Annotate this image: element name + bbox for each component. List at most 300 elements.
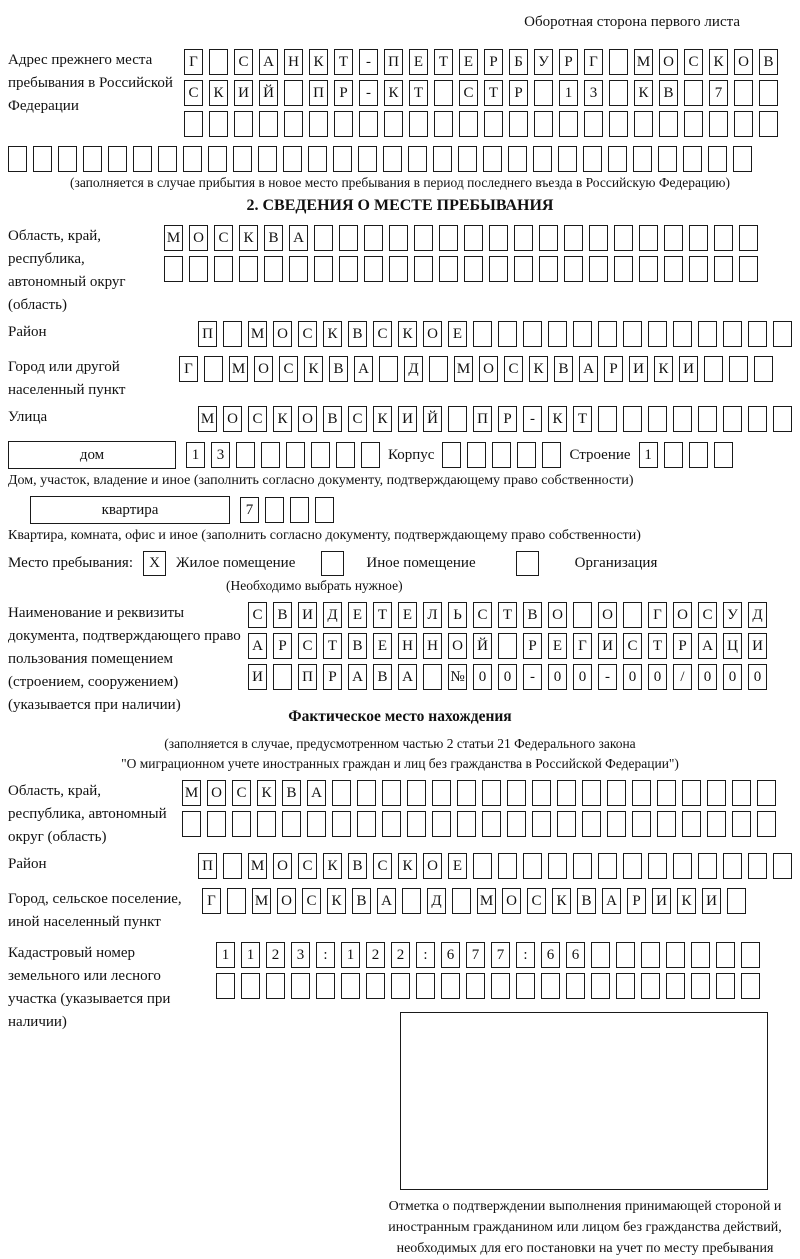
char-cell: М	[229, 356, 248, 382]
char-cell	[308, 146, 327, 172]
char-cell	[666, 973, 685, 999]
char-cell: А	[289, 225, 308, 251]
char-cell: У	[723, 602, 742, 628]
char-cell	[691, 942, 710, 968]
char-cell	[282, 811, 301, 837]
char-row	[164, 256, 758, 282]
char-cell	[58, 146, 77, 172]
char-cell	[414, 225, 433, 251]
char-cell: К	[239, 225, 258, 251]
char-cell	[532, 811, 551, 837]
char-cell: -	[359, 49, 378, 75]
char-cell	[591, 973, 610, 999]
page-side-note: Оборотная сторона первого листа	[524, 14, 740, 30]
char-cell: О	[254, 356, 273, 382]
char-cell: Е	[348, 602, 367, 628]
char-cell	[357, 780, 376, 806]
char-cell	[209, 111, 228, 137]
char-row	[198, 321, 792, 347]
char-cell	[133, 146, 152, 172]
char-cell: С	[298, 321, 317, 347]
char-cell: А	[698, 633, 717, 659]
char-cell: М	[477, 888, 496, 914]
char-cell	[498, 633, 517, 659]
document-label: Наименование и реквизиты документа, подтверждающего право пользования помещением (строением, сооружением) (указывается при наличии)	[8, 605, 241, 713]
char-cell: К	[304, 356, 323, 382]
char-cell: Т	[498, 602, 517, 628]
char-cell	[773, 321, 792, 347]
char-cell	[689, 225, 708, 251]
char-cell: И	[748, 633, 767, 659]
char-cell	[334, 111, 353, 137]
char-cell	[209, 49, 228, 75]
char-cell	[452, 888, 471, 914]
char-cell	[709, 111, 728, 137]
char-cell: С	[234, 49, 253, 75]
char-cell: С	[214, 225, 233, 251]
apartment-row	[8, 496, 792, 524]
char-cell: П	[298, 664, 317, 690]
char-cell: 2	[366, 942, 385, 968]
char-cell	[759, 111, 778, 137]
char-cell	[632, 811, 651, 837]
option-other-premises-label: Иное помещение	[366, 555, 476, 571]
char-cell	[291, 973, 310, 999]
char-cell: Д	[323, 602, 342, 628]
char-cell	[714, 442, 733, 468]
char-cell: Е	[459, 49, 478, 75]
char-cell	[358, 146, 377, 172]
char-cell	[748, 321, 767, 347]
char-cell: М	[248, 321, 267, 347]
char-cell	[232, 811, 251, 837]
char-cell	[757, 780, 776, 806]
char-cell	[484, 111, 503, 137]
char-cell	[508, 146, 527, 172]
char-cell	[408, 146, 427, 172]
char-cell	[439, 256, 458, 282]
char-cell	[732, 780, 751, 806]
char-cell: С	[373, 321, 392, 347]
char-cell	[507, 780, 526, 806]
char-cell: И	[598, 633, 617, 659]
char-cell: К	[327, 888, 346, 914]
char-cell	[208, 146, 227, 172]
char-cell	[623, 853, 642, 879]
char-cell	[416, 973, 435, 999]
char-cell	[623, 321, 642, 347]
char-cell: М	[182, 780, 201, 806]
char-cell: П	[198, 321, 217, 347]
char-cell	[414, 256, 433, 282]
char-cell	[391, 973, 410, 999]
char-cell: В	[329, 356, 348, 382]
char-cell	[532, 780, 551, 806]
char-cell	[314, 225, 333, 251]
field-previous-address	[8, 49, 792, 142]
char-cell	[361, 442, 380, 468]
char-cell: К	[709, 49, 728, 75]
char-cell: -	[523, 664, 542, 690]
char-cell	[573, 321, 592, 347]
char-cell	[659, 111, 678, 137]
char-cell: А	[348, 664, 367, 690]
option-residential-label: Жилое помещение	[176, 555, 296, 571]
char-cell: 0	[648, 664, 667, 690]
char-cell	[466, 973, 485, 999]
char-cell	[441, 973, 460, 999]
char-cell	[558, 146, 577, 172]
char-cell	[264, 256, 283, 282]
char-cell: К	[634, 80, 653, 106]
field-actual-city	[8, 888, 792, 934]
char-cell: Т	[334, 49, 353, 75]
previous-address-note: (заполняется в случае прибытия в новое место пребывания в период последнего въезда в Российскую Федерацию)	[69, 175, 731, 190]
char-cell: Т	[434, 49, 453, 75]
char-cell	[183, 146, 202, 172]
char-cell: -	[359, 80, 378, 106]
char-cell: О	[479, 356, 498, 382]
char-cell: К	[323, 321, 342, 347]
char-cell: И	[234, 80, 253, 106]
char-cell	[158, 146, 177, 172]
char-cell	[223, 321, 242, 347]
char-cell	[467, 442, 486, 468]
char-cell	[573, 853, 592, 879]
char-cell: Р	[273, 633, 292, 659]
char-cell	[698, 853, 717, 879]
char-cell	[259, 111, 278, 137]
char-cell: :	[516, 942, 535, 968]
char-cell	[241, 973, 260, 999]
char-cell	[273, 664, 292, 690]
char-cell: Р	[323, 664, 342, 690]
char-cell: А	[377, 888, 396, 914]
char-cell	[739, 256, 758, 282]
char-cell	[648, 406, 667, 432]
char-cell	[582, 780, 601, 806]
char-cell	[598, 321, 617, 347]
char-cell	[598, 406, 617, 432]
city-label: Город или другой населенный пункт	[8, 359, 126, 398]
char-cell: К	[548, 406, 567, 432]
char-cell	[236, 442, 255, 468]
char-cell	[754, 356, 773, 382]
char-cell	[432, 811, 451, 837]
char-cell: 3	[291, 942, 310, 968]
char-cell: О	[734, 49, 753, 75]
char-cell	[689, 256, 708, 282]
char-cell	[557, 780, 576, 806]
stay-type-row	[8, 551, 792, 576]
char-cell	[339, 225, 358, 251]
char-cell	[533, 146, 552, 172]
char-cell: О	[423, 853, 442, 879]
char-cell	[641, 973, 660, 999]
char-cell	[509, 111, 528, 137]
char-cell	[307, 811, 326, 837]
char-cell: Г	[584, 49, 603, 75]
char-cell	[573, 602, 592, 628]
char-cell	[691, 973, 710, 999]
stay-type-label: Место пребывания:	[8, 555, 133, 571]
char-cell	[716, 973, 735, 999]
char-cell: Ь	[448, 602, 467, 628]
char-cell: Г	[202, 888, 221, 914]
checkbox-other-premises	[321, 551, 344, 576]
char-cell	[607, 811, 626, 837]
char-cell	[332, 780, 351, 806]
char-cell	[616, 973, 635, 999]
char-cell	[423, 664, 442, 690]
char-cell: С	[302, 888, 321, 914]
char-cell	[542, 442, 561, 468]
char-cell: 6	[441, 942, 460, 968]
char-cell: С	[373, 853, 392, 879]
char-cell: С	[527, 888, 546, 914]
char-cell	[239, 256, 258, 282]
char-cell	[332, 811, 351, 837]
char-cell	[707, 780, 726, 806]
char-row	[248, 664, 792, 690]
char-cell: Е	[448, 853, 467, 879]
char-cell: Л	[423, 602, 442, 628]
char-cell	[516, 973, 535, 999]
char-cell	[523, 321, 542, 347]
char-row	[202, 888, 746, 914]
char-cell	[336, 442, 355, 468]
actual-location-note	[8, 734, 792, 774]
char-cell: Й	[423, 406, 442, 432]
char-cell: Й	[473, 633, 492, 659]
char-cell	[589, 225, 608, 251]
char-cell	[464, 256, 483, 282]
char-cell	[557, 811, 576, 837]
char-cell: Р	[559, 49, 578, 75]
char-cell: В	[554, 356, 573, 382]
char-cell	[482, 780, 501, 806]
char-cell	[673, 406, 692, 432]
char-cell	[773, 853, 792, 879]
char-row	[184, 80, 778, 106]
char-cell	[729, 356, 748, 382]
char-cell: Е	[548, 633, 567, 659]
char-cell: У	[534, 49, 553, 75]
char-row	[216, 973, 792, 999]
char-cell	[714, 256, 733, 282]
char-cell: О	[273, 853, 292, 879]
char-cell: С	[459, 80, 478, 106]
char-cell: В	[373, 664, 392, 690]
char-cell	[184, 111, 203, 137]
char-cell: О	[448, 633, 467, 659]
district-label: Район	[8, 324, 47, 340]
char-cell	[616, 942, 635, 968]
char-cell	[623, 406, 642, 432]
char-cell: П	[309, 80, 328, 106]
char-row	[164, 225, 758, 251]
char-cell	[389, 256, 408, 282]
char-cell	[257, 811, 276, 837]
field-city	[8, 356, 792, 402]
char-cell	[83, 146, 102, 172]
char-cell: О	[598, 602, 617, 628]
char-cell: К	[309, 49, 328, 75]
char-cell: Т	[484, 80, 503, 106]
char-cell	[409, 111, 428, 137]
char-cell	[727, 888, 746, 914]
char-cell	[614, 225, 633, 251]
char-cell	[548, 853, 567, 879]
char-cell: Т	[409, 80, 428, 106]
char-cell	[457, 811, 476, 837]
char-cell	[457, 780, 476, 806]
char-cell	[339, 256, 358, 282]
char-row	[184, 111, 778, 137]
char-cell	[657, 811, 676, 837]
char-cell	[489, 225, 508, 251]
char-cell	[384, 111, 403, 137]
char-cell: 1	[639, 442, 658, 468]
char-cell	[289, 256, 308, 282]
char-cell: М	[634, 49, 653, 75]
char-cell	[632, 780, 651, 806]
char-cell: К	[373, 406, 392, 432]
char-cell: Р	[673, 633, 692, 659]
char-cell	[707, 811, 726, 837]
char-cell: А	[579, 356, 598, 382]
char-cell	[284, 80, 303, 106]
previous-address-label: Адрес прежнего места пребывания в Российской Федерации	[8, 52, 173, 114]
char-cell: И	[248, 664, 267, 690]
char-row	[442, 442, 561, 468]
char-cell: Е	[409, 49, 428, 75]
char-cell: А	[354, 356, 373, 382]
char-cell: С	[248, 602, 267, 628]
char-cell: Д	[404, 356, 423, 382]
char-cell: С	[298, 633, 317, 659]
char-cell: А	[307, 780, 326, 806]
char-cell: П	[384, 49, 403, 75]
char-cell: Р	[509, 80, 528, 106]
char-cell	[216, 973, 235, 999]
actual-location-note-line1: (заполняется в случае, предусмотренном частью 2 статьи 21 Федерального закона	[164, 736, 636, 751]
char-cell	[639, 256, 658, 282]
char-cell	[464, 225, 483, 251]
actual-location-note-line2: "О миграционном учете иностранных граждан и лиц без гражданства в Российской Федерации")	[121, 756, 679, 771]
char-cell	[432, 780, 451, 806]
char-cell: 2	[391, 942, 410, 968]
char-cell	[223, 853, 242, 879]
char-cell: А	[398, 664, 417, 690]
char-cell	[433, 146, 452, 172]
char-cell: Р	[334, 80, 353, 106]
char-cell	[584, 111, 603, 137]
char-cell: 3	[584, 80, 603, 106]
char-cell: К	[209, 80, 228, 106]
char-cell: 0	[473, 664, 492, 690]
char-cell: №	[448, 664, 467, 690]
char-cell	[559, 111, 578, 137]
char-cell: М	[248, 853, 267, 879]
char-cell: 1	[341, 942, 360, 968]
char-cell	[548, 321, 567, 347]
char-cell: С	[348, 406, 367, 432]
char-cell: И	[398, 406, 417, 432]
field-cadastral	[8, 942, 792, 1030]
char-cell: Р	[627, 888, 646, 914]
char-cell: В	[352, 888, 371, 914]
char-cell	[407, 780, 426, 806]
char-cell: М	[164, 225, 183, 251]
char-cell	[517, 442, 536, 468]
char-cell: К	[398, 321, 417, 347]
char-cell: О	[673, 602, 692, 628]
char-cell: 6	[541, 942, 560, 968]
char-row-full-width	[8, 146, 792, 172]
char-cell: 7	[240, 497, 259, 523]
char-row	[182, 811, 776, 837]
char-cell	[609, 49, 628, 75]
char-cell: А	[602, 888, 621, 914]
char-cell	[733, 146, 752, 172]
char-cell	[265, 497, 284, 523]
char-row	[184, 49, 778, 75]
char-cell	[314, 256, 333, 282]
char-cell: И	[679, 356, 698, 382]
char-cell	[164, 256, 183, 282]
char-cell: Т	[573, 406, 592, 432]
char-cell	[429, 356, 448, 382]
char-cell	[402, 888, 421, 914]
char-cell: С	[623, 633, 642, 659]
char-cell	[283, 146, 302, 172]
char-cell	[609, 111, 628, 137]
option-organization-label: Организация	[574, 555, 658, 571]
char-cell	[459, 111, 478, 137]
char-row	[216, 942, 792, 968]
char-cell: 1	[186, 442, 205, 468]
char-cell	[290, 497, 309, 523]
confirmation-stamp-box	[400, 1012, 768, 1190]
char-cell	[214, 256, 233, 282]
char-cell	[357, 811, 376, 837]
char-cell: С	[232, 780, 251, 806]
char-cell	[33, 146, 52, 172]
char-cell: С	[684, 49, 703, 75]
char-cell	[489, 256, 508, 282]
char-cell: Н	[398, 633, 417, 659]
field-actual-region	[8, 780, 792, 849]
char-cell	[266, 973, 285, 999]
char-cell: Д	[427, 888, 446, 914]
char-cell: 0	[748, 664, 767, 690]
char-cell	[233, 146, 252, 172]
char-cell	[483, 146, 502, 172]
actual-district-label: Район	[8, 856, 47, 872]
char-cell	[773, 406, 792, 432]
char-cell: И	[652, 888, 671, 914]
char-cell: В	[348, 633, 367, 659]
char-cell	[739, 225, 758, 251]
char-cell: В	[523, 602, 542, 628]
char-cell	[723, 853, 742, 879]
char-cell: О	[502, 888, 521, 914]
char-cell: А	[259, 49, 278, 75]
char-cell: С	[473, 602, 492, 628]
char-cell	[634, 111, 653, 137]
char-cell	[284, 111, 303, 137]
